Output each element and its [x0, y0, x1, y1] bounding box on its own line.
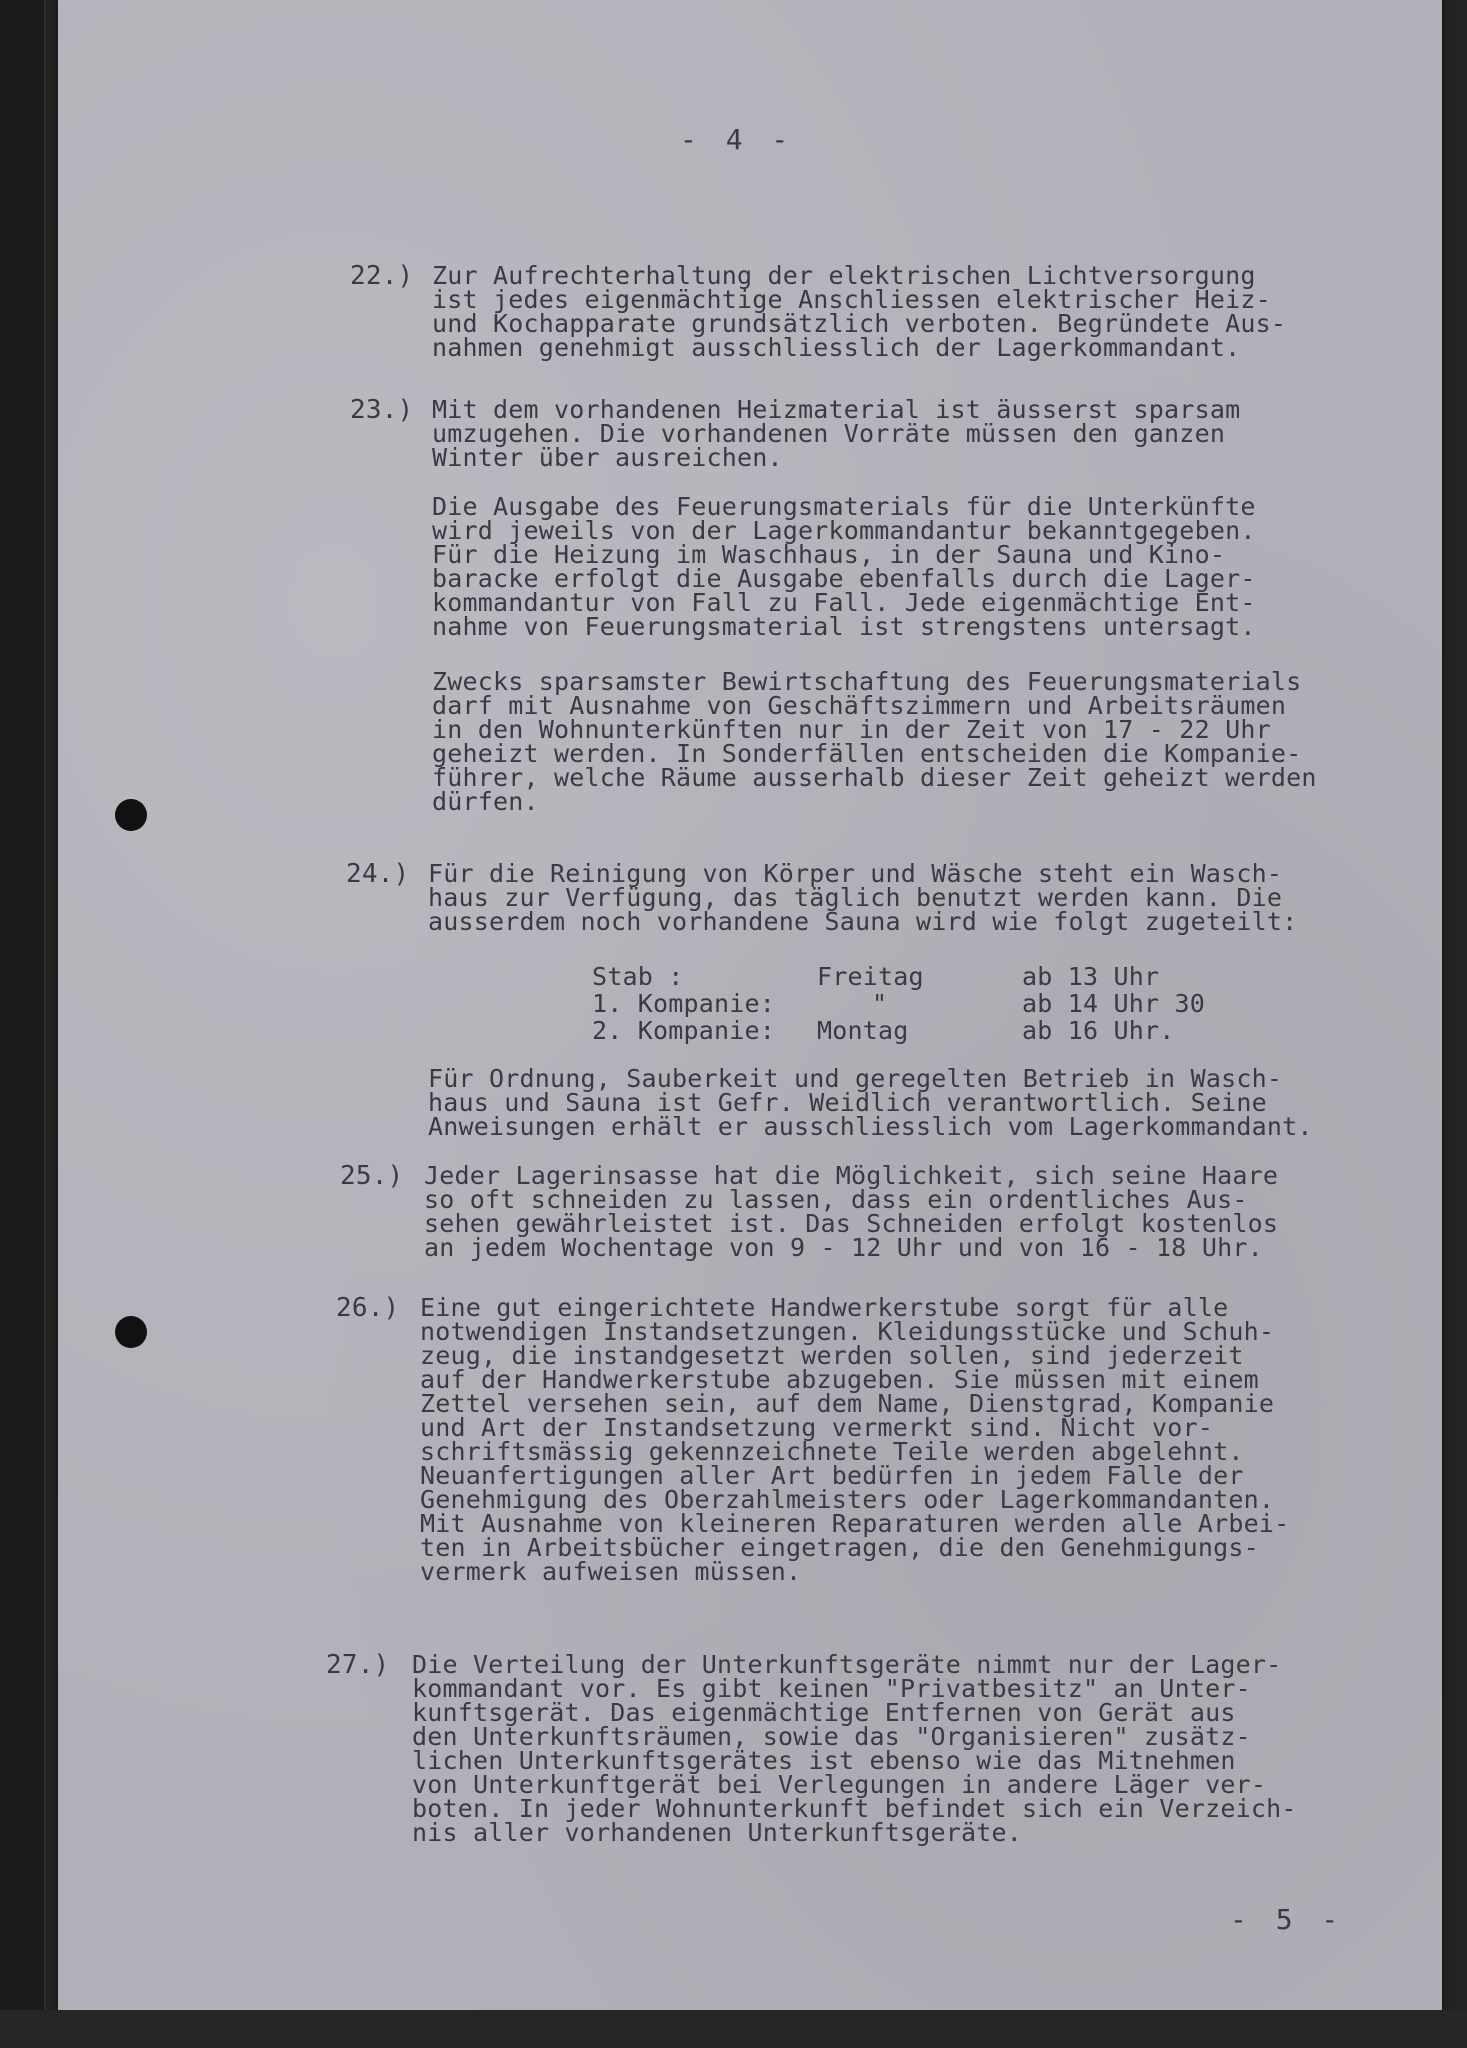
schedule-separator: : [759, 1016, 776, 1045]
punch-hole [115, 1316, 147, 1348]
schedule-time: ab 16 Uhr. [1022, 1016, 1175, 1045]
binding-edge [0, 0, 46, 2048]
punch-hole [115, 799, 147, 831]
schedule-row [592, 1019, 1205, 1046]
item-number-23: 23.) [350, 395, 414, 425]
schedule-day: " [872, 989, 888, 1018]
item-number-26: 26.) [336, 1293, 400, 1323]
item-23-paragraph-2: Die Ausgabe des Feuerungsmaterials für die Unterkünfte wird jeweils von der Lagerkommandantur bekanntgegeben. Für die Heizung im Waschhaus, in der Sauna und Kino- baracke erfolgt die Ausgabe ebenfalls durch die Lager- kommandantur von Fall zu Fall. Jede eigenmächtige Ent- nahme von Feuerungsmaterial ist strengstens untersagt. [432, 492, 1256, 641]
item-number-24: 24.) [346, 859, 410, 889]
schedule-who: Stab [592, 962, 654, 991]
schedule-who: 2. Kompanie [592, 1016, 760, 1045]
schedule-time: ab 13 Uhr [1022, 962, 1160, 991]
page-number-top: - 4 - [680, 123, 795, 156]
item-25-paragraph-1: Jeder Lagerinsasse hat die Möglichkeit, sich seine Haare so oft schneiden zu lassen, dass ein ordentliches Aus- sehen gewährleistet ist. Das Schneiden erfolgt kostenlos an jedem Wochentage von 9 - 12 Uhr und von 16 - 18 Uhr. [424, 1161, 1279, 1262]
schedule-row [592, 992, 1205, 1019]
item-24-paragraph-1: Für die Reinigung von Körper und Wäsche steht ein Wasch- haus zur Verfügung, das täglich benutzt werden kann. Die ausserdem noch vorhandene Sauna wird wie folgt zugeteilt: [428, 859, 1298, 936]
item-number-22: 22.) [350, 261, 414, 291]
schedule-separator: : [759, 989, 776, 1018]
schedule-time: ab 14 Uhr 30 [1022, 989, 1206, 1018]
item-27-paragraph-1: Die Verteilung der Unterkunftsgeräte nimmt nur der Lager- kommandant vor. Es gibt keinen "Privatbesitz" an Unter- kunftsgerät. Das eigenmächtige Entfernen von Gerät aus den Unterkunftsräumen, sowie das "Organisieren" zusätz- lichen Unterkunftsgerätes ist ebenso wie das Mitnehmen von Unterkunftgerät bei Verlegungen in andere Läger ver- boten. In jeder Wohnunterkunft befindet sich ein Verzeich- nis aller vorhandenen Unterkunftsgeräte. [412, 1650, 1297, 1847]
page-number-bottom: - 5 - [1230, 1903, 1345, 1936]
schedule-who: 1. Kompanie [592, 989, 760, 1018]
item-number-25: 25.) [340, 1161, 404, 1191]
item-24-paragraph-2: Für Ordnung, Sauberkeit und geregelten Betrieb in Wasch- haus und Sauna ist Gefr. Weidlich verantwortlich. Seine Anweisungen erhält er ausschliesslich vom Lagerkommandant. [428, 1064, 1313, 1141]
schedule-row [592, 965, 1205, 992]
bottom-strip [0, 2010, 1467, 2048]
schedule-day: Montag [817, 1016, 909, 1045]
sauna-schedule [592, 962, 1206, 1046]
schedule-day: Freitag [817, 962, 924, 991]
item-22-paragraph-1: Zur Aufrechterhaltung der elektrischen Lichtversorgung ist jedes eigenmächtige Anschliessen elektrischer Heiz- und Kochapparate grundsätzlich verboten. Begründete Aus- nahmen genehmigt ausschliesslich der Lagerkommandant. [432, 261, 1287, 362]
schedule-separator: : [668, 962, 684, 991]
item-number-27: 27.) [326, 1650, 390, 1680]
item-26-paragraph-1: Eine gut eingerichtete Handwerkerstube sorgt für alle notwendigen Instandsetzungen. Kleidungsstücke und Schuh- zeug, die instandgesetzt werden sollen, sind jederzeit auf der Handwerkerstube abzugeben. Sie müssen mit einem Zettel versehen sein, auf dem Name, Dienstgrad, Kompanie und Art der Instandsetzung vermerkt sind. Nicht vor- schriftsmässig gekennzeichnete Teile werden abgelehnt. Neuanfertigungen aller Art bedürfen in jedem Falle der Genehmigung des Oberzahlmeisters oder Lagerkommandanten. Mit Ausnahme von kleineren Reparaturen werden alle Arbei- ten in Arbeitsbücher eingetragen, die den Genehmigungs- vermerk aufweisen müssen. [420, 1293, 1290, 1586]
item-23-paragraph-3: Zwecks sparsamster Bewirtschaftung des Feuerungsmaterials darf mit Ausnahme von Geschäftszimmern und Arbeitsräumen in den Wohnunterkünften nur in der Zeit von 17 - 22 Uhr geheizt werden. In Sonderfällen entscheiden die Kompanie- führer, welche Räume ausserhalb dieser Zeit geheizt werden dürfen. [432, 667, 1317, 816]
item-23-paragraph-1: Mit dem vorhandenen Heizmaterial ist äusserst sparsam umzugehen. Die vorhandenen Vorräte müssen den ganzen Winter über ausreichen. [432, 395, 1241, 472]
